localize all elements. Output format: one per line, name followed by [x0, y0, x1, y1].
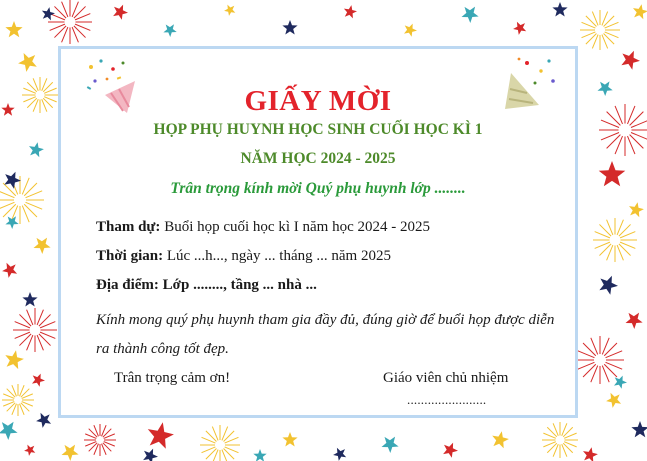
star-icon	[626, 313, 643, 329]
star-icon	[552, 2, 567, 17]
star-icon	[42, 7, 55, 20]
star-icon	[1, 103, 14, 116]
star-icon	[0, 422, 18, 440]
firework-icon	[200, 425, 240, 461]
attendance-note: Kính mong quý phụ huynh tham gia đầy đủ, đúng giờ để buổi họp được diễn ra thành công tốt đẹp.	[96, 312, 555, 357]
time-label: Thời gian:	[96, 248, 164, 264]
star-icon	[629, 202, 644, 217]
time-value: Lúc ...h..., ngày ... tháng ... năm 2025	[163, 248, 391, 264]
time-row	[96, 248, 391, 265]
star-icon	[163, 24, 176, 37]
invitation-title: GIẤY MỜI	[244, 85, 392, 117]
star-icon	[344, 5, 357, 18]
firework-icon	[542, 422, 578, 458]
star-icon	[253, 449, 266, 461]
school-year: NĂM HỌC 2024 - 2025	[240, 150, 396, 167]
star-icon	[148, 422, 174, 448]
place-value: Lớp ........, tầng ... nhà ...	[158, 277, 317, 293]
star-icon	[282, 432, 297, 447]
attend-value: Buổi họp cuối học kì I năm học 2024 - 2025	[160, 219, 430, 235]
attend-row	[96, 219, 430, 236]
star-icon	[599, 276, 618, 295]
star-icon	[583, 447, 598, 461]
place-label: Địa điểm:	[96, 277, 159, 293]
firework-icon	[13, 308, 57, 352]
signature-line: .......................	[407, 392, 487, 407]
place-row	[96, 277, 317, 294]
star-icon	[462, 7, 479, 23]
star-icon	[2, 263, 17, 278]
star-icon	[32, 374, 45, 387]
closing-thanks: Trân trọng cảm ơn!	[114, 370, 231, 386]
star-icon	[143, 449, 158, 461]
star-icon	[22, 292, 37, 307]
firework-icon	[580, 10, 620, 50]
star-icon	[113, 5, 128, 20]
firework-icon	[593, 218, 637, 262]
firework-icon	[599, 104, 647, 156]
star-icon	[18, 53, 37, 72]
star-icon	[598, 81, 613, 96]
star-icon	[282, 20, 297, 35]
star-icon	[443, 443, 458, 458]
star-icon	[62, 445, 79, 461]
star-icon	[599, 161, 626, 186]
meeting-subtitle: HỌP PHỤ HUYNH HỌC SINH CUỐI HỌC KÌ 1	[153, 121, 483, 138]
firework-icon	[2, 384, 34, 416]
star-icon	[382, 437, 399, 453]
star-icon	[5, 350, 24, 369]
star-icon	[333, 448, 346, 461]
firework-icon	[48, 0, 92, 44]
star-icon	[224, 5, 235, 16]
signature-title: Giáo viên chủ nhiệm	[383, 370, 509, 386]
star-icon	[36, 413, 51, 428]
firework-icon	[576, 336, 624, 384]
invitation-line: Trân trọng kính mời Quý phụ huynh lớp ........	[170, 180, 466, 197]
star-icon	[614, 376, 627, 389]
star-icon	[404, 24, 417, 37]
attend-label: Tham dự:	[96, 219, 161, 235]
star-icon	[29, 142, 44, 157]
star-icon	[24, 445, 35, 456]
star-icon	[606, 393, 621, 408]
invitation-card	[58, 46, 578, 418]
star-icon	[5, 21, 22, 37]
star-icon	[631, 421, 647, 437]
star-icon	[633, 4, 647, 19]
star-icon	[621, 51, 640, 70]
firework-icon	[84, 424, 116, 456]
star-icon	[492, 431, 509, 448]
star-icon	[513, 22, 526, 35]
star-icon	[34, 238, 51, 254]
firework-icon	[22, 77, 58, 113]
